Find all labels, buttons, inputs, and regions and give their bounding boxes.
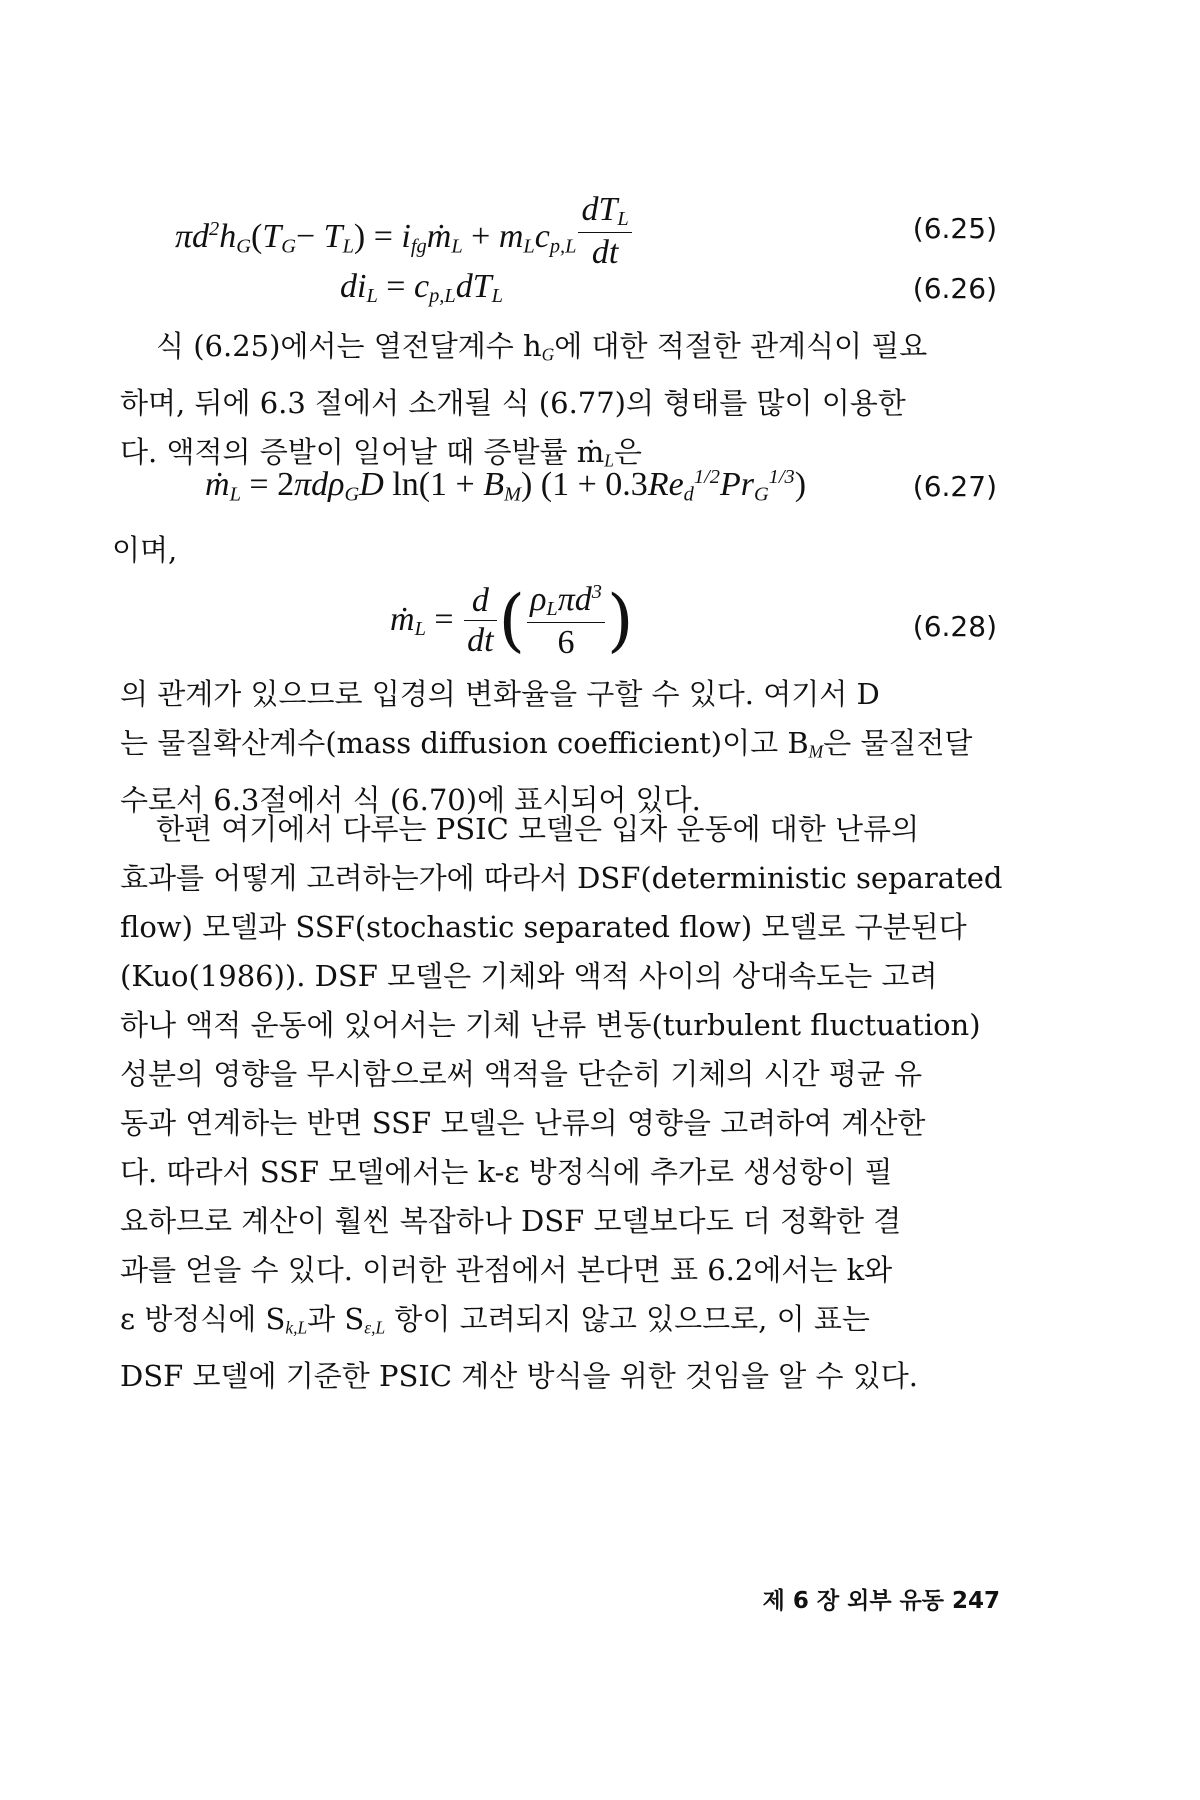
equation-number: (6.26) xyxy=(912,272,997,305)
page-footer: 제 6 장 외부 유동 247 xyxy=(762,1588,1000,1614)
paragraph-heat-transfer: 식 (6.25)에서는 열전달계수 $h_G$에 대한 적절한 관계식이 필요 하며, 뒤에 6.3 절에서 소개될 식 (6.77)의 형태를 많이 이용한 다. 액적의 증발이 일어날 때 증발률 ṁ$_L$은 xyxy=(120,329,928,471)
equation-6-25: $\pi d^2h_G(T_G- T_L)$ = $i_{fg}ṁ_L + m_Lc_{p,L}$ $\frac{dT_L}{dt}$ (6.25) xyxy=(175,191,997,271)
equation-6-27: ṁ$_L$ = 2πdρ$_G$D $\ln(1 + B_M)$ $(1 + 0.3Re_d^{1/2}Pr_G^{1/3})$ (6.27) xyxy=(205,466,997,506)
connector-text: 이며, xyxy=(112,533,178,567)
equation-number: (6.27) xyxy=(912,470,997,503)
equation-6-28: ṁ$_L$ = $\frac{d}{dt}$ ( $\frac{\rho_L\pi d^3}{6}$ ) (6.28) xyxy=(390,580,997,661)
paragraph-dsf-ssf: 한편 여기에서 다루는 PSIC 모델은 입자 운동에 대한 난류의 효과를 어떻게 고려하는가에 따라서 DSF(deterministic separated flow) 모델과 SSF(stochastic separated flow) 모델로 구분된다 (Kuo(1986)). DSF 모델은 기체와 액적 사이의 상대속도는 고려 하나 액적 운동에 있어서는 기체 난류 변동(turbulent fluctuation) 성분의 영향을 무시함으로써 액적을 단순히 기체의 시간 평균 유 동과 연계하는 반면 SSF 모델은 난류의 영향을 고려하여 계산한 다. 따라서 SSF 모델에서는 k-ε 방정식에 추가로 생성항이 필 요하므로 계산이 훨씬 복잡하나 DSF 모델보다도 더 정확한 결 과를 얻을 수 있다. 이러한 관점에서 본다면 표 6.2에서는 k와 ε 방정식에 $S_{k,L}$과 $S_{\varepsilon,L}$ 항이 고려되지 않고 있으므로, 이 표는 DSF 모델에 기준한 PSIC 계산 방식을 위한 것임을 알 수 있다. xyxy=(120,812,1003,1394)
equation-6-26: $di_L = c_{p,L}dT_L$ (6.26) xyxy=(340,268,997,308)
equation-number: (6.25) xyxy=(912,212,997,245)
equation-number: (6.28) xyxy=(912,610,997,643)
paragraph-diameter-change: 의 관계가 있으므로 입경의 변화율을 구할 수 있다. 여기서 D 는 물질확산계수(mass diffusion coefficient)이고 $B_M$은 물질전달 수로서 6.3절에서 식 (6.70)에 표시되어 있다. xyxy=(120,677,973,818)
